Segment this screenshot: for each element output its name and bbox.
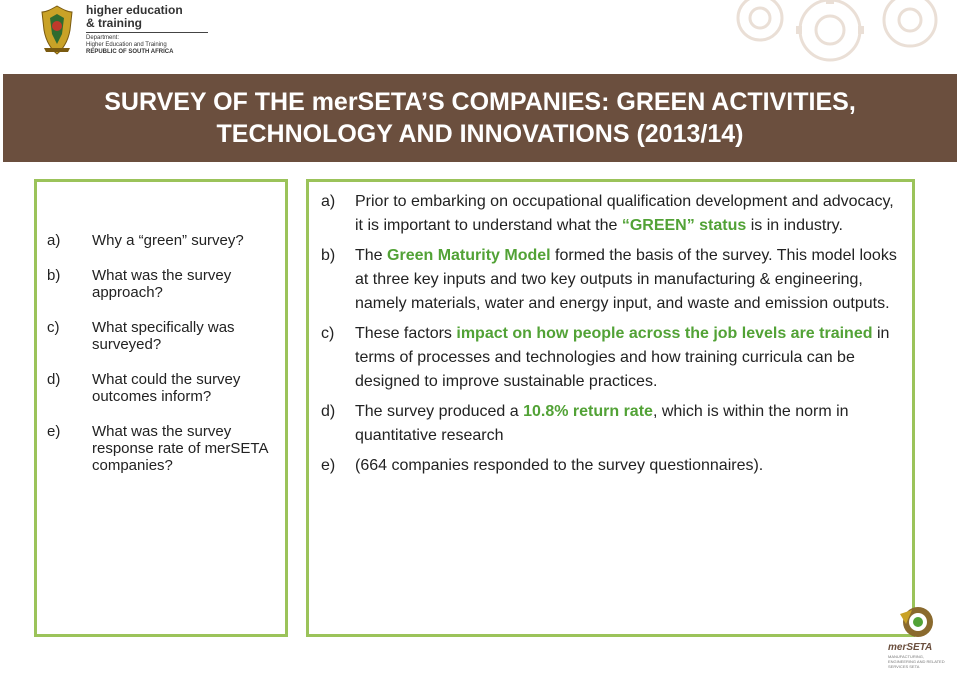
list-item (321, 400, 906, 448)
logo-line-5: REPUBLIC OF SOUTH AFRICA (86, 49, 174, 55)
answer-text (355, 190, 906, 238)
answer-highlight: “GREEN” status (621, 217, 747, 234)
logo-line-1: higher education (86, 3, 183, 17)
answer-text-part: The survey produced a (355, 403, 524, 420)
list-item (321, 454, 906, 478)
answer-text (355, 322, 906, 394)
list-item (47, 267, 283, 301)
title-line-2: TECHNOLOGY AND INNOVATIONS (2013/14) (216, 120, 744, 148)
question-letter: a) (47, 232, 61, 249)
question-text: Why a “green” survey? (92, 232, 244, 249)
answer-highlight: Green Maturity Model (387, 247, 551, 264)
question-letter: c) (47, 319, 60, 336)
list-item (47, 319, 283, 353)
list-item (47, 423, 283, 474)
answer-text-part: The (355, 247, 388, 264)
question-letter: e) (47, 423, 61, 440)
title-line-1: SURVEY OF THE merSETA’S COMPANIES: GREEN ACTIVITIES, (104, 88, 856, 116)
question-text: What was the survey approach? (92, 267, 232, 301)
answers-panel (306, 179, 915, 637)
coat-of-arms-icon (36, 4, 78, 56)
logo-line-4: Higher Education and Training (86, 42, 167, 48)
question-text: What specifically was surveyed? (92, 319, 235, 353)
answer-highlight: 10.8% return rate (523, 403, 653, 420)
answer-letter: d) (321, 403, 336, 420)
question-letter: d) (47, 371, 61, 388)
list-item (47, 232, 283, 249)
merseta-name: merSETA (888, 642, 933, 653)
answer-text-part: formed the basis of the survey. This model looks at three key inputs and two key outputs in manufacturing & engineering, namely materials, water and energy input, and waste and emission outputs. (355, 247, 897, 312)
answer-text-part: These factors (355, 325, 457, 342)
answer-letter: b) (321, 247, 336, 264)
merseta-globe-icon (896, 604, 936, 642)
list-item (321, 244, 906, 316)
list-item (321, 322, 906, 394)
merseta-subtitle: MANUFACTURING, ENGINEERING AND RELATED SERVICES SETA (888, 654, 945, 669)
answer-text-part: Prior to embarking on occupational qualification development and advocacy, it is important to understand what the (355, 193, 894, 234)
questions-list (47, 232, 283, 492)
answer-text (355, 244, 906, 316)
logo-line-3: Department: (86, 35, 120, 41)
questions-panel (34, 179, 288, 637)
gears-icon (720, 0, 960, 70)
logo-rule (86, 32, 208, 33)
answer-text-part: is in industry. (746, 217, 843, 234)
answer-letter: a) (321, 193, 336, 210)
answer-letter: c) (321, 325, 335, 342)
list-item (47, 371, 283, 405)
logo-line-2: & training (86, 16, 142, 30)
answer-text (355, 400, 906, 448)
answer-letter: e) (321, 457, 336, 474)
answers-list (321, 190, 906, 484)
answer-highlight: impact on how people across the job levels are trained (456, 325, 873, 342)
question-text: What could the survey outcomes inform? (92, 371, 241, 405)
answer-text: (664 companies responded to the survey questionnaires). (355, 457, 764, 474)
question-text: What was the survey response rate of merSETA companies? (92, 423, 268, 474)
title-banner (3, 74, 957, 162)
answer-text-part: , which is within the norm in quantitative research (355, 403, 849, 444)
answer-text-part: in terms of processes and technologies and how training curricula can be designed to improve sustainable practices. (355, 325, 890, 390)
dhet-logo (36, 2, 186, 60)
list-item (321, 190, 906, 238)
question-letter: b) (47, 267, 61, 284)
merseta-logo (882, 604, 954, 670)
